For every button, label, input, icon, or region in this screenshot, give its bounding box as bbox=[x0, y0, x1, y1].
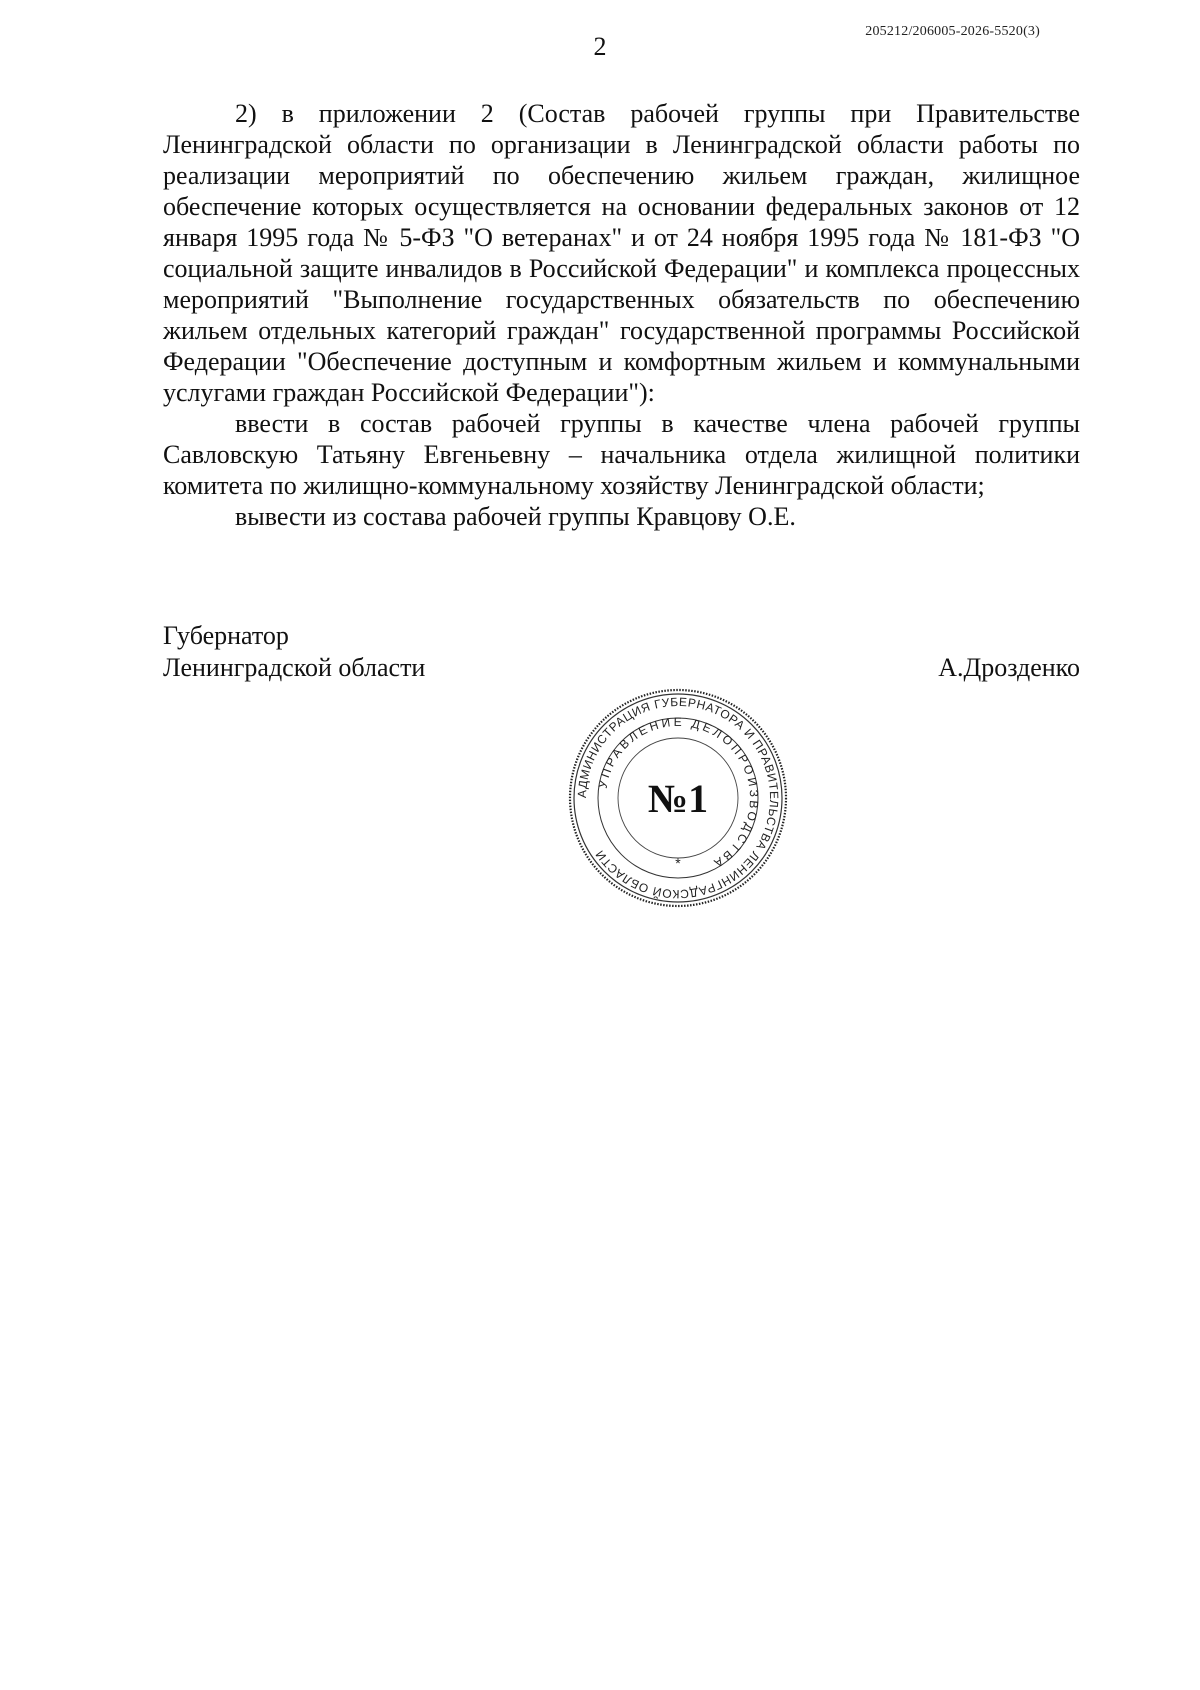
signatory-name: А.Дрозденко bbox=[938, 653, 1080, 682]
paragraph-add-member: ввести в состав рабочей группы в качестве члена рабочей группы Савловскую Татьяну Евгеньевну – начальника отдела жилищной политики комитета по жилищно-коммунальному хозяйству Ленинградской области; bbox=[163, 409, 1080, 500]
document-registration-code: 205212/206005-2026-5520(3) bbox=[865, 24, 1040, 39]
seal-star-icon: * bbox=[675, 855, 681, 871]
page-number: 2 bbox=[593, 32, 607, 61]
paragraph-amendment-intro: 2) в приложении 2 (Состав рабочей группы при Правительстве Ленинградской области по организации в Ленинградской области работы по реализации мероприятий по обеспечению жильем граждан, жилищное обеспечение которых осуществляется на основании федеральных законов от 12 января 1995 года № 5-ФЗ "О ветеранах" и от 24 ноября 1995 года № 181-ФЗ "О социальной защите инвалидов в Российской Федерации" и комплекса процессных мероприятий "Выполнение государственных обязательств по обеспечению жильем отдельных категорий граждан" государственной программы Российской Федерации "Обеспечение доступным и комфортным жильем и коммунальными услугами граждан Российской Федерации"): bbox=[163, 99, 1080, 407]
seal-center-number: №1 bbox=[647, 776, 709, 821]
signatory-title-line2: Ленинградской области bbox=[163, 653, 426, 682]
seal-inner-text: УПРАВЛЕНИЕ ДЕЛОПРОИЗВОДСТВА bbox=[595, 714, 762, 872]
seal-graphic bbox=[566, 686, 790, 910]
seal-outer-text: АДМИНИСТРАЦИЯ ГУБЕРНАТОРА И ПРАВИТЕЛЬСТВА ЛЕНИНГРАДСКОЙ ОБЛАСТИ bbox=[574, 694, 782, 902]
document-body bbox=[163, 98, 1080, 532]
signature-block bbox=[163, 620, 1080, 684]
signatory-title-line1: Губернатор bbox=[163, 621, 289, 650]
official-seal-stamp bbox=[566, 686, 790, 910]
paragraph-remove-member: вывести из состава рабочей группы Кравцову О.Е. bbox=[235, 502, 796, 531]
